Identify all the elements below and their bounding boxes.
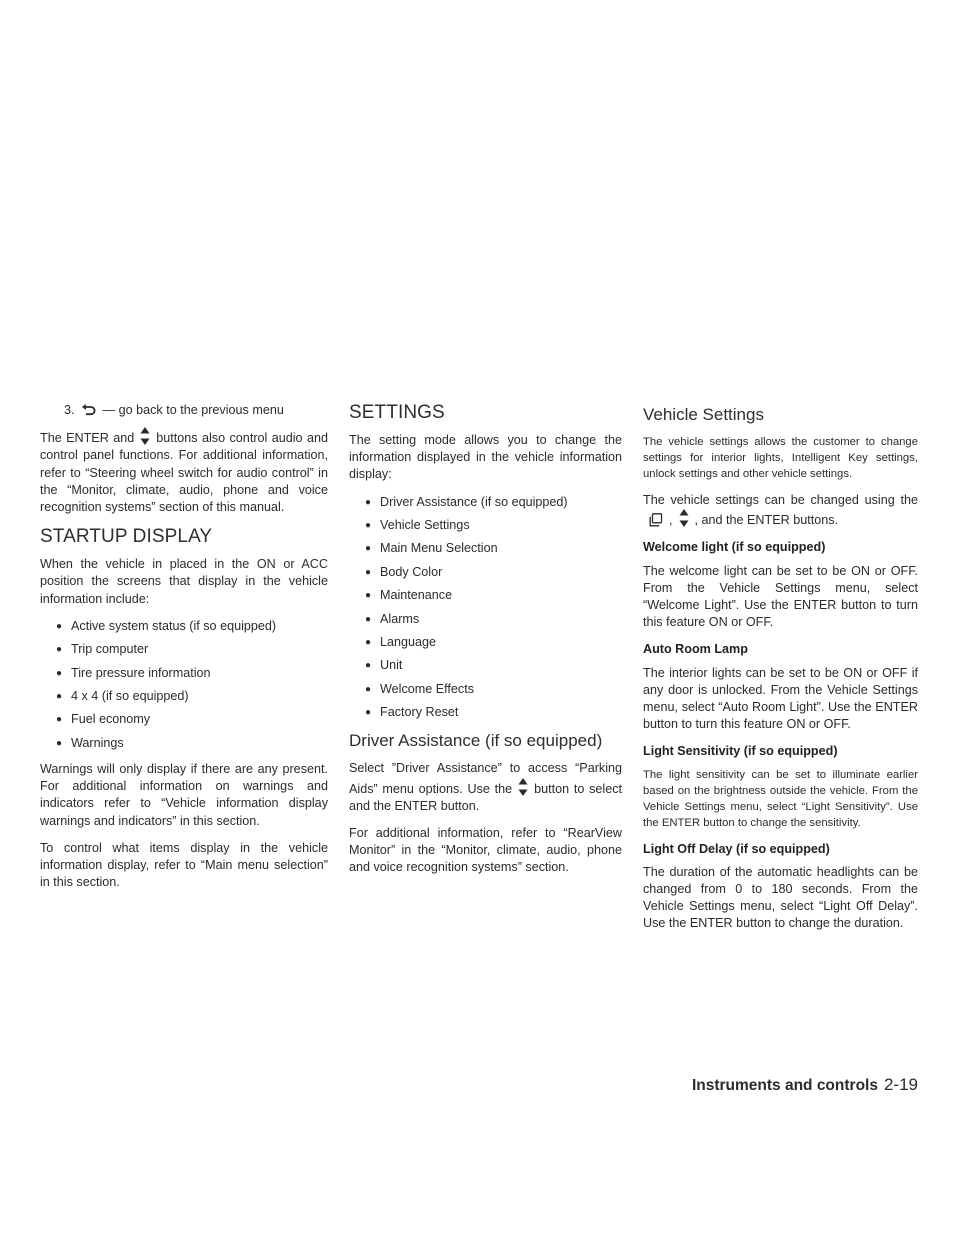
list-item: ● Welcome Effects <box>349 681 622 698</box>
step-text: — go back to the previous menu <box>102 403 284 417</box>
list-item: ● Maintenance <box>349 587 622 604</box>
list-item: ● Language <box>349 634 622 651</box>
welcome-light-paragraph: The welcome light can be set to be ON or OFF. From the Vehicle Settings menu, select “Welcome Light”. Use the ENTER button to turn this feature ON or OFF. <box>643 563 918 630</box>
vehicle-settings-buttons-paragraph: The vehicle settings can be changed using the, , and the ENTER buttons. <box>643 493 918 528</box>
driver-assistance-heading: Driver Assistance (if so equipped) <box>349 731 603 751</box>
list-item: ● Warnings <box>40 735 328 752</box>
list-item: ● Active system status (if so equipped) <box>40 618 328 635</box>
startup-list <box>40 618 328 752</box>
section-title: Instruments and controls <box>691 1077 878 1094</box>
auto-room-lamp-paragraph: The interior lights can be set to be ON or OFF if any door is unlocked. From the Vehicle Settings menu, select “Auto Room Light”. Use the ENTER button to turn this feature ON or OFF. <box>643 665 918 732</box>
list-item: ● Tire pressure information <box>40 665 328 682</box>
warnings-paragraph: Warnings will only display if there are any present. For additional information on warnings and indicators refer to “Vehicle information display warnings and indicators” in this section. <box>40 761 328 828</box>
list-item: ● Body Color <box>349 564 622 581</box>
auto-room-lamp-heading: Auto Room Lamp <box>643 642 748 657</box>
list-item: ● Driver Assistance (if so equipped) <box>349 494 622 511</box>
menu-page-icon <box>649 513 663 527</box>
startup-display-heading: STARTUP DISPLAY <box>40 526 213 548</box>
up-down-arrows-icon <box>518 778 528 796</box>
list-item: ● Main Menu Selection <box>349 540 622 557</box>
list-item: ● Factory Reset <box>349 704 622 721</box>
light-off-delay-heading: Light Off Delay (if so equipped) <box>643 841 830 856</box>
welcome-light-heading: Welcome light (if so equipped) <box>643 540 826 555</box>
light-off-delay-paragraph: The duration of the automatic headlights can be changed from 0 to 180 seconds. From the Vehicle Settings menu, select “Light Off Delay”. Use the ENTER button to change the duration. <box>643 864 918 931</box>
enter-buttons-paragraph: The ENTER and buttons also control audio and control panel functions. For additional information, refer to “Steering wheel switch for audio control” in the “Monitor, climate, audio, phone and voice recognition systems” section of this manual. <box>40 427 328 516</box>
driver-assistance-paragraph: Select ”Driver Assistance” to access “Parking Aids” menu options. Use the button to select and the ENTER button. <box>349 761 622 813</box>
startup-intro: When the vehicle in placed in the ON or ACC position the screens that display in the vehicle information include: <box>40 557 328 606</box>
control-paragraph: To control what items display in the vehicle information display, refer to “Main menu selection” in this section. <box>40 840 328 890</box>
column-left <box>40 402 328 901</box>
list-item: ● Alarms <box>349 611 622 628</box>
list-item: ● Fuel economy <box>40 711 328 728</box>
rearview-paragraph: For additional information, refer to “RearView Monitor” in the “Monitor, climate, audio, phone and voice recognition systems” section. <box>349 825 622 875</box>
up-down-arrows-icon <box>679 509 689 527</box>
vehicle-settings-intro: The vehicle settings allows the customer to change settings for interior lights, Intelligent Key settings, unlock settings and other vehicle settings. <box>643 436 918 480</box>
page-footer <box>692 1075 918 1095</box>
light-sensitivity-paragraph: The light sensitivity can be set to illuminate earlier based on the brightness outside the vehicle. From the Vehicle Settings menu, select “Light Sensitivity”. Use the ENTER button to change the sensitivity. <box>643 768 918 829</box>
list-item: ● Unit <box>349 657 622 674</box>
settings-list <box>349 494 622 722</box>
back-arrow-icon <box>81 404 97 418</box>
list-item: ● Vehicle Settings <box>349 517 622 534</box>
light-sensitivity-heading: Light Sensitivity (if so equipped) <box>643 744 838 759</box>
settings-intro: The setting mode allows you to change the information displayed in the vehicle information display: <box>349 433 622 482</box>
page-number: 2-19 <box>883 1075 918 1094</box>
list-item: ● 4 x 4 (if so equipped) <box>40 688 328 705</box>
settings-heading: SETTINGS <box>349 402 445 423</box>
column-right <box>643 402 918 943</box>
vehicle-settings-heading: Vehicle Settings <box>643 405 764 424</box>
up-down-arrows-icon <box>140 427 150 445</box>
step-3 <box>40 402 328 419</box>
column-middle <box>349 402 622 887</box>
list-item: ● Trip computer <box>40 641 328 658</box>
step-number: 3. <box>64 403 75 417</box>
